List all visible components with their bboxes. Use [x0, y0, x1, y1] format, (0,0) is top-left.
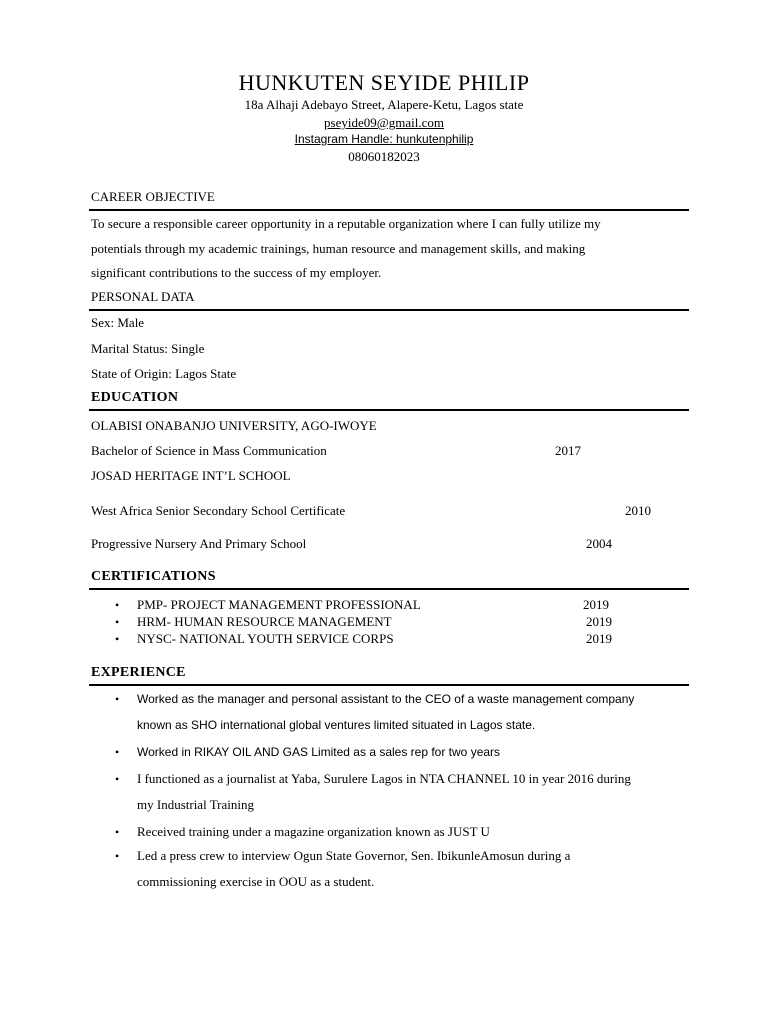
- bullet-icon: •: [115, 825, 120, 839]
- email-link[interactable]: pseyide09@gmail.com: [324, 115, 444, 130]
- bullet-icon: •: [115, 632, 120, 646]
- personal-marital-status: Marital Status: Single: [91, 341, 205, 356]
- education-waec: West Africa Senior Secondary School Certificate: [91, 503, 346, 518]
- personal-data-heading: PERSONAL DATA: [91, 289, 195, 304]
- education-nursery-year: 2004: [586, 536, 612, 551]
- experience-item-1-line-2: known as SHO international global ventures limited situated in Lagos state.: [137, 718, 536, 732]
- experience-item-5-line-2: commissioning exercise in OOU as a student.: [137, 874, 375, 889]
- section-divider: [89, 588, 689, 590]
- bullet-icon: •: [115, 598, 120, 612]
- experience-item-5-line-1: Led a press crew to interview Ogun State Governor, Sen. IbikunleAmosun during a: [137, 848, 571, 863]
- career-line-3: significant contributions to the success of my employer.: [91, 265, 382, 280]
- education-degree-year: 2017: [555, 443, 581, 458]
- certification-hrm-year: 2019: [586, 614, 612, 629]
- experience-item-3-line-2: my Industrial Training: [137, 797, 255, 812]
- personal-sex: Sex: Male: [91, 315, 145, 330]
- education-nursery: Progressive Nursery And Primary School: [91, 536, 307, 551]
- bullet-icon: •: [115, 745, 120, 759]
- section-divider: [89, 309, 689, 311]
- bullet-icon: •: [115, 615, 120, 629]
- address: 18a Alhaji Adebayo Street, Alapere-Ketu, Lagos state: [244, 97, 524, 112]
- certifications-heading: CERTIFICATIONS: [91, 569, 216, 584]
- experience-item-4: Received training under a magazine organization known as JUST U: [137, 824, 490, 839]
- experience-item-1-line-1: Worked as the manager and personal assistant to the CEO of a waste management company: [137, 692, 635, 706]
- experience-item-3-line-1: I functioned as a journalist at Yaba, Surulere Lagos in NTA CHANNEL 10 in year 2016 during: [137, 771, 631, 786]
- certification-nysc: NYSC- NATIONAL YOUTH SERVICE CORPS: [137, 631, 394, 646]
- certification-pmp: PMP- PROJECT MANAGEMENT PROFESSIONAL: [137, 597, 421, 612]
- bullet-icon: •: [115, 849, 120, 863]
- experience-heading: EXPERIENCE: [91, 665, 186, 680]
- education-degree: Bachelor of Science in Mass Communication: [91, 443, 327, 458]
- education-university: OLABISI ONABANJO UNIVERSITY, AGO-IWOYE: [91, 418, 377, 433]
- education-waec-year: 2010: [625, 503, 651, 518]
- career-objective-heading: CAREER OBJECTIVE: [91, 189, 215, 204]
- phone-number: 08060182023: [348, 149, 420, 164]
- candidate-name: HUNKUTEN SEYIDE PHILIP: [238, 70, 530, 95]
- section-divider: [89, 209, 689, 211]
- education-heading: EDUCATION: [91, 390, 179, 405]
- bullet-icon: •: [115, 772, 120, 786]
- instagram-handle[interactable]: Instagram Handle: hunkutenphilip: [294, 132, 474, 146]
- experience-item-2: Worked in RIKAY OIL AND GAS Limited as a sales rep for two years: [137, 745, 501, 759]
- career-line-1: To secure a responsible career opportunity in a reputable organization where I can fully utilize my: [91, 216, 601, 231]
- certification-nysc-year: 2019: [586, 631, 612, 646]
- section-divider: [89, 684, 689, 686]
- personal-state-of-origin: State of Origin: Lagos State: [91, 366, 237, 381]
- education-secondary-school: JOSAD HERITAGE INT’L SCHOOL: [91, 468, 291, 483]
- section-divider: [89, 409, 689, 411]
- bullet-icon: •: [115, 692, 120, 706]
- certification-pmp-year: 2019: [583, 597, 609, 612]
- career-line-2: potentials through my academic trainings, human resource and management skills, and making: [91, 241, 586, 256]
- certification-hrm: HRM- HUMAN RESOURCE MANAGEMENT: [137, 614, 392, 629]
